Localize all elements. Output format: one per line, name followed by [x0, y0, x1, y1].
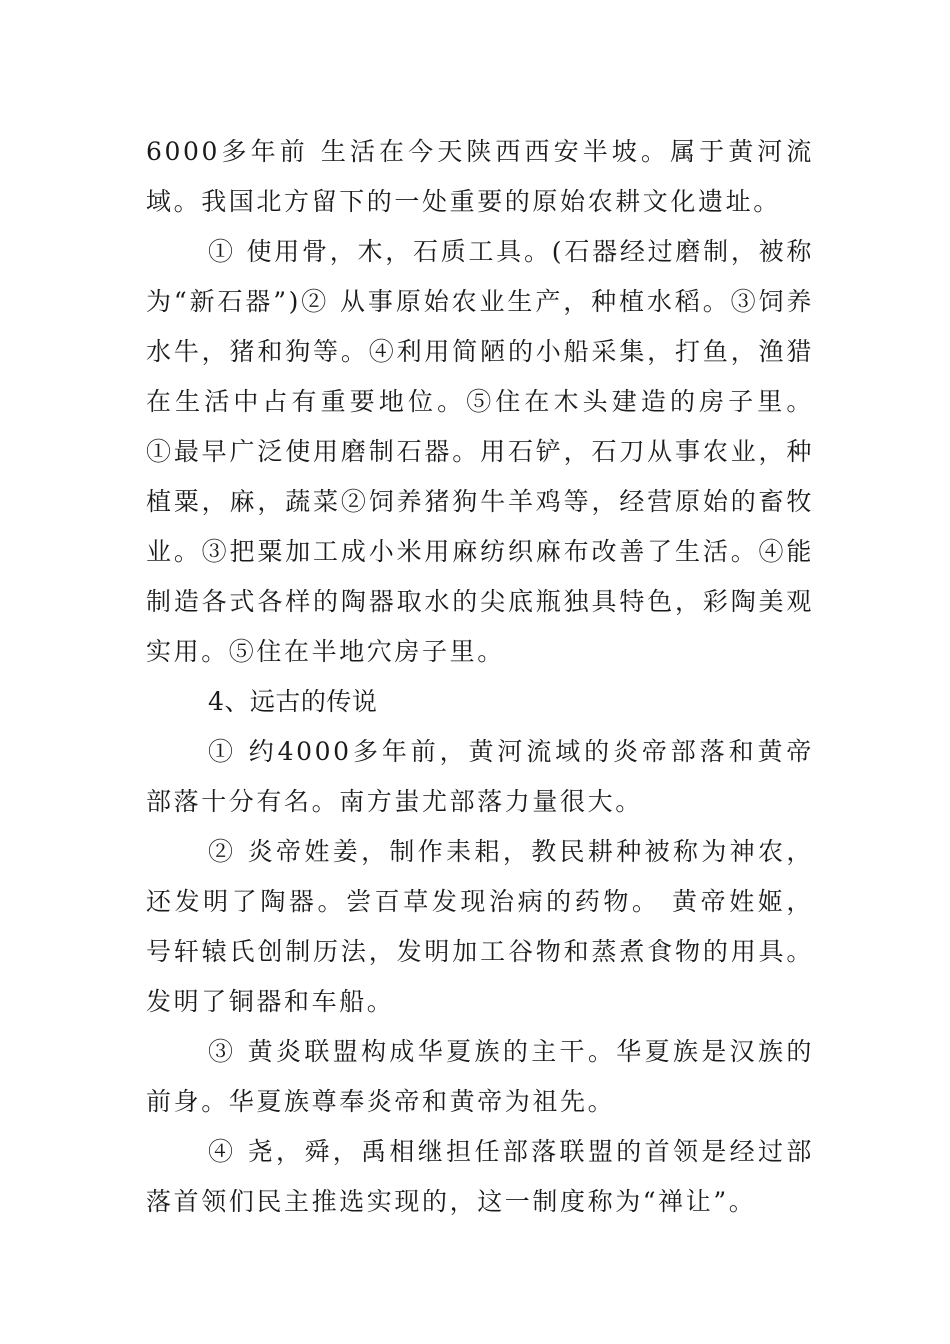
section-heading-legends: 4、远古的传说 — [208, 687, 378, 716]
paragraph-legend-1: ① 约4000多年前，黄河流域的炎帝部落和黄帝部落十分有名。南方蚩尤部落力量很大。 — [146, 737, 814, 816]
paragraph-legend-2: ② 炎帝姓姜，制作耒耜，教民耕种被称为神农，还发明了陶器。尝百草发现治病的药物。 黄帝姓姬，号轩辕氏创制历法，发明加工谷物和蒸煮食物的用具。发明了铜器和车船。 — [146, 837, 814, 1016]
paragraph-hemudu-banpo-features: ① 使用骨，木，石质工具。(石器经过磨制，被称为“新石器”)② 从事原始农业生产，种植水稻。③饲养水牛，猪和狗等。④利用简陋的小船采集，打鱼，渔猎在生活中占有重要地位。⑤住在木头建造的房子里。 ①最早广泛使用磨制石器。用石铲，石刀从事农业，种植粟，麻，蔬菜②饲养猪狗牛羊鸡等，经营原始的畜牧业。③把粟加工成小米用麻纺织麻布改善了生活。④能制造各式各样的陶器取水的尖底瓶独具特色，彩陶美观实用。⑤住在半地穴房子里。 — [146, 237, 814, 666]
document-body — [146, 127, 814, 1227]
paragraph-banpo-intro: 6000多年前 生活在今天陕西西安半坡。属于黄河流域。我国北方留下的一处重要的原始农耕文化遗址。 — [146, 137, 814, 216]
paragraph-legend-4: ④ 尧，舜，禹相继担任部落联盟的首领是经过部落首领们民主推选实现的，这一制度称为“禅让”。 — [146, 1137, 814, 1216]
paragraph-legend-3: ③ 黄炎联盟构成华夏族的主干。华夏族是汉族的前身。华夏族尊奉炎帝和黄帝为祖先。 — [146, 1037, 814, 1116]
